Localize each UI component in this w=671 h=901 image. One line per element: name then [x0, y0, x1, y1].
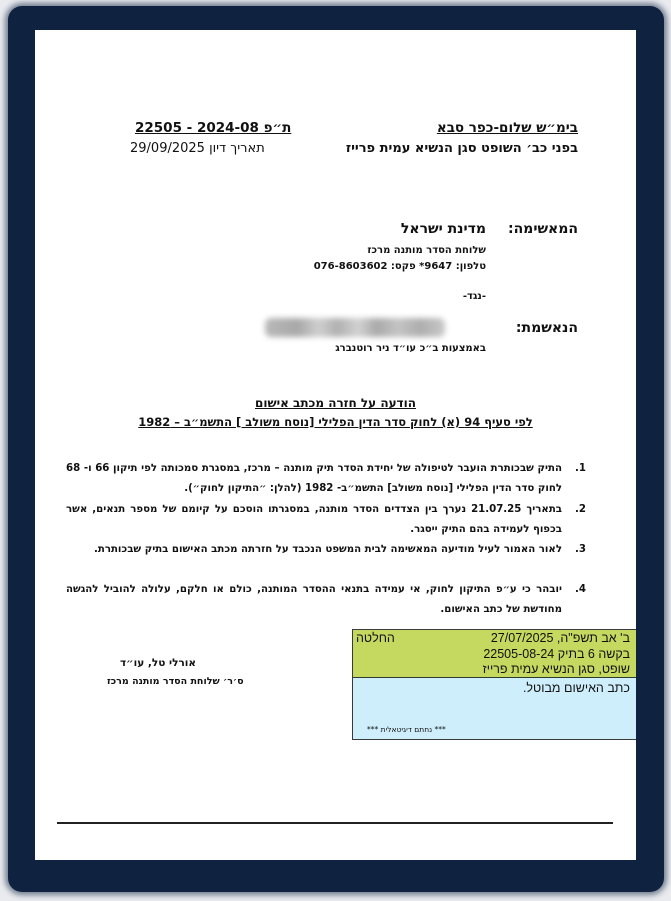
- signature-title: ס׳ר׳ שלוחת הסדר מותנה מרכז: [107, 676, 244, 687]
- prosecutor-unit: שלוחת הסדר מותנה מרכז: [367, 245, 486, 256]
- judge-line: בפני כב׳ השופט סגן הנשיא עמית פרייז: [345, 141, 578, 156]
- decision-text: כתב האישום מבוטל.: [522, 681, 630, 695]
- defendant-name-redacted: [265, 318, 445, 337]
- paragraph-2: [66, 500, 586, 540]
- decision-date: ב' אב תשפ"ה, 27/07/2025: [490, 631, 630, 645]
- decision-request: בקשה 6 בתיק 22505-08-24: [483, 647, 630, 661]
- decision-header: [353, 630, 636, 678]
- versus-label: -נגד-: [462, 291, 486, 302]
- case-number: ת״פ 2024-08 - 22505: [135, 120, 292, 136]
- decision-judge: שופט, סגן הנשיא עמית פרייז: [482, 662, 630, 676]
- paragraph-3: [66, 540, 586, 560]
- defendant-counsel: באמצעות ב״כ עו״ד ניר רוטנברג: [335, 343, 486, 354]
- paragraph-number: 1.: [575, 463, 586, 474]
- digital-signature-note: *** נחתם דיגיטאלית ***: [367, 725, 446, 734]
- prosecutor-name: מדינת ישראל: [400, 221, 486, 237]
- paragraph-text: יובהר כי ע״פ התיקון לחוק, אי עמידה בתנאי ההסדר המותנה, כולם או חלקם, עלולה להוביל להגשה מחודשת של כתב האישום.: [66, 584, 562, 615]
- paragraph-text: התיק שבכותרת הועבר לטיפולה של יחידת הסדר תיק מותנה – מרכז, במסגרת סמכותה לפי תיקון 66 ו- 68 לחוק סדר הדין הפלילי [נוסח משולב] התשמ״ב- 1982 (להלן: ״התיקון לחוק״).: [66, 463, 562, 494]
- paragraph-number: 4.: [575, 584, 586, 595]
- prosecutor-label: המאשימה:: [507, 221, 578, 237]
- paragraph-number: 2.: [575, 504, 586, 515]
- prosecutor-contact: טלפון: 9647* פקס: 076-8603602: [313, 261, 486, 272]
- paragraph-4: [66, 580, 586, 620]
- decision-stamp: [352, 629, 636, 740]
- paragraph-text: בתאריך 21.07.25 נערך בין הצדדים הסדר מותנה, במסגרתו הוסכם על קיומם של מספר תנאים, אשר בכפוף לעמידה בהם התיק ייסגר.: [66, 504, 562, 535]
- decision-body: [353, 678, 636, 739]
- notice-subtitle: לפי סעיף 94 (א) לחוק סדר הדין הפלילי [נוסח משולב ] התשמ״ב – 1982: [138, 415, 533, 429]
- paragraph-number: 3.: [575, 544, 586, 555]
- decision-label: החלטה: [356, 631, 395, 645]
- signature-name: אורלי טל, עו״ד: [120, 657, 197, 669]
- defendant-label: הנאשמת:: [515, 320, 578, 336]
- footer-divider: [57, 822, 613, 824]
- document-page: [35, 30, 636, 860]
- paragraph-1: [66, 459, 586, 499]
- paragraph-text: לאור האמור לעיל מודיעה המאשימה לבית המשפט הנכבד על חזרתה מכתב האישום בתיק שבכותרת.: [94, 544, 562, 555]
- hearing-date: תאריך דיון 29/09/2025: [130, 141, 265, 156]
- notice-title: הודעה על חזרה מכתב אישום: [255, 396, 416, 410]
- court-name: בימ״ש שלום-כפר סבא: [436, 120, 578, 136]
